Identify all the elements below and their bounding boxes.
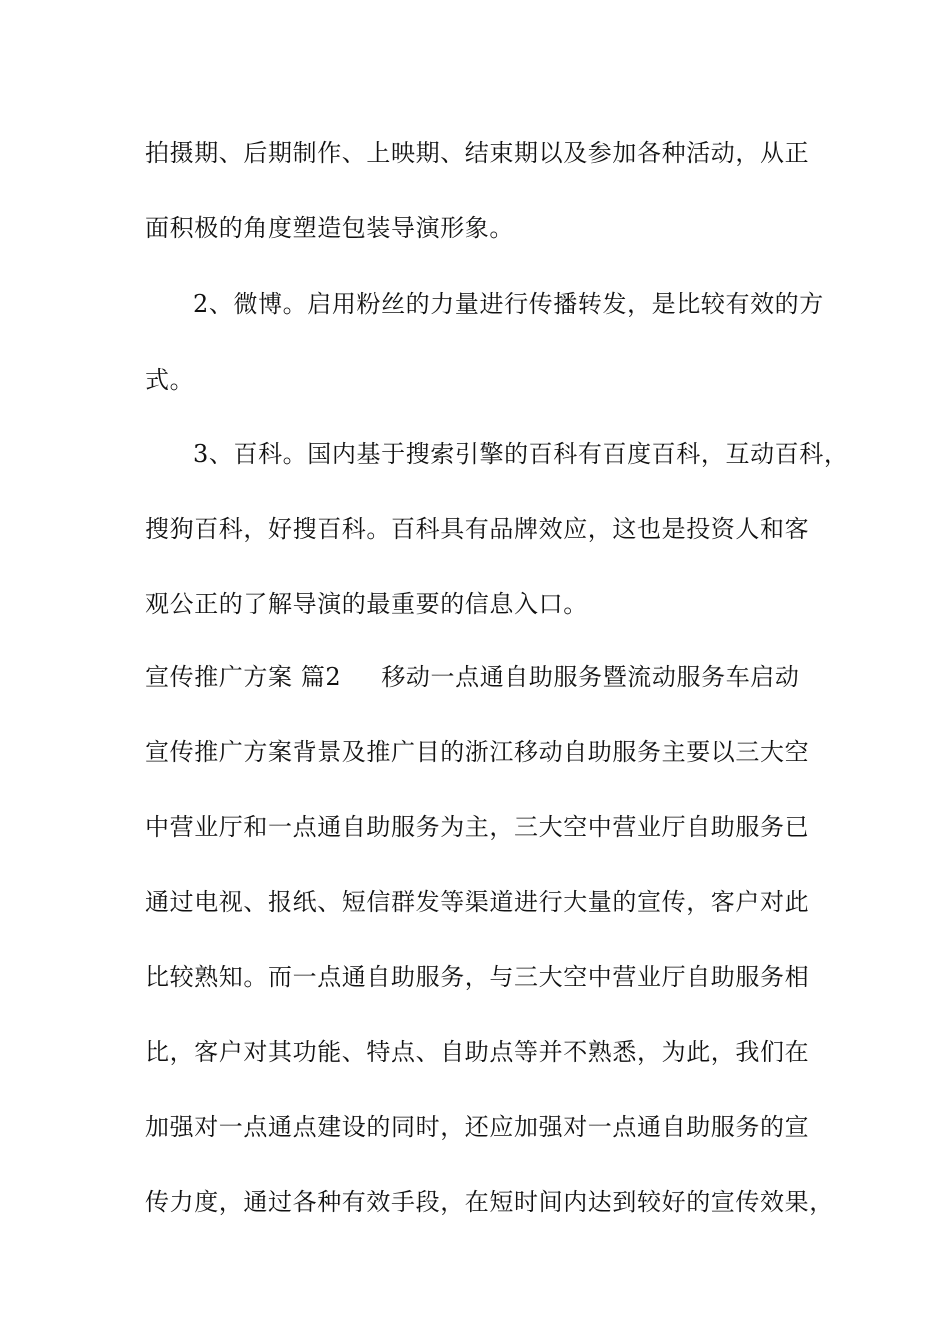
- paragraph-3-line-2: 搜狗百科，好搜百科。百科具有品牌效应，这也是投资人和客: [145, 515, 810, 543]
- paragraph-2-line-2: 式。: [145, 366, 195, 394]
- section-2-line-4: 通过电视、报纸、短信群发等渠道进行大量的宣传，客户对此: [145, 888, 810, 916]
- section-2-line-1-text: 移动一点通自助服务暨流动服务车启动: [381, 663, 800, 691]
- paragraph-1-line-1: 拍摄期、后期制作、上映期、结束期以及参加各种活动，从正: [145, 139, 810, 167]
- paragraph-3-line-3: 观公正的了解导演的最重要的信息入口。: [145, 590, 588, 618]
- section-2-line-7: 加强对一点通点建设的同时，还应加强对一点通自助服务的宣: [145, 1113, 810, 1141]
- section-2-line-1: [145, 661, 825, 693]
- paragraph-3-line-1: 3、百科。国内基于搜索引擎的百科有百度百科，互动百科，: [193, 440, 849, 468]
- paragraph-1-line-2: 面积极的角度塑造包装导演形象。: [145, 214, 514, 242]
- section-2-line-3: 中营业厅和一点通自助服务为主，三大空中营业厅自助服务已: [145, 813, 810, 841]
- section-2-line-5: 比较熟知。而一点通自助服务，与三大空中营业厅自助服务相: [145, 963, 810, 991]
- section-2-line-2: 宣传推广方案背景及推广目的浙江移动自助服务主要以三大空: [145, 738, 810, 766]
- section-2-line-8: 传力度，通过各种有效手段，在短时间内达到较好的宣传效果，: [145, 1188, 834, 1216]
- section-2-title: 宣传推广方案 篇2: [145, 663, 342, 691]
- paragraph-2-line-1: 2、微博。启用粉丝的力量进行传播转发，是比较有效的方: [193, 290, 824, 318]
- section-2-line-6: 比，客户对其功能、特点、自助点等并不熟悉，为此，我们在: [145, 1038, 810, 1066]
